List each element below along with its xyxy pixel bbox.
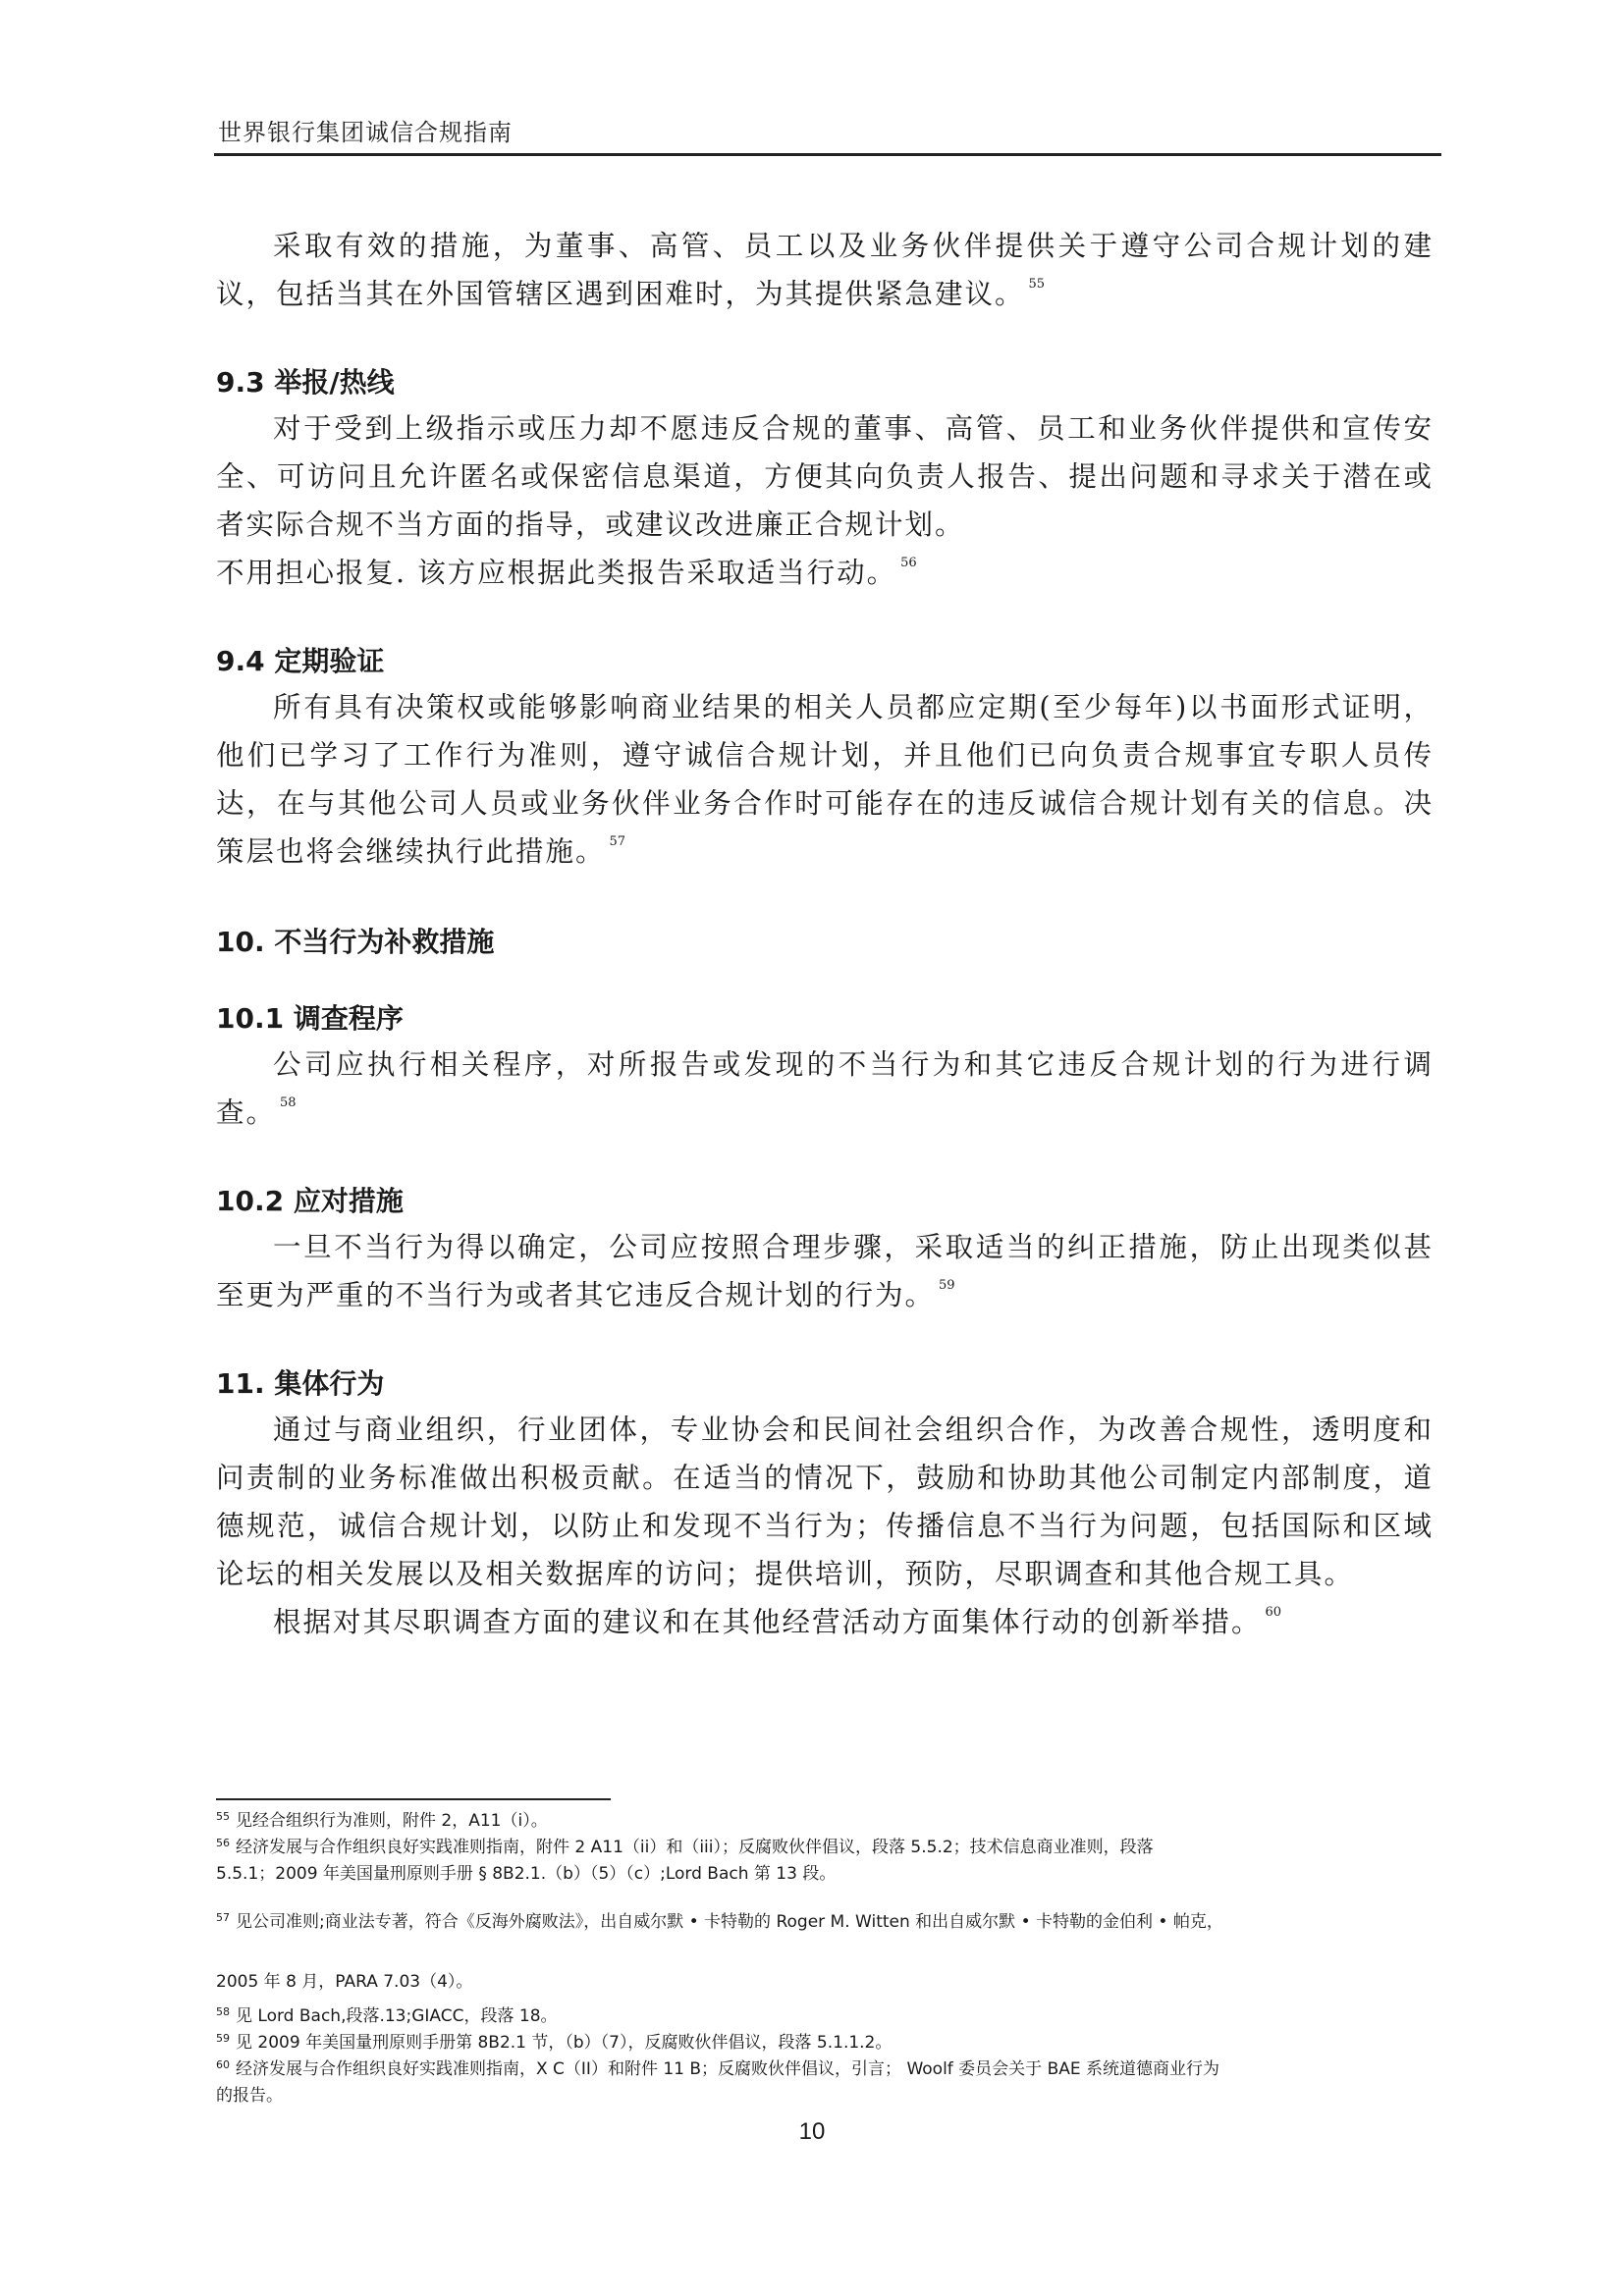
- footnote-59: $^{59}$ 见 2009 年美国量刑原则手册第 8B2.1 节，（b）（7），反腐败伙伴倡议，段落 5.1.1.2。: [216, 2032, 893, 2053]
- footnote-56: $^{56}$ 经济发展与合作组织良好实践准则指南，附件 2 A11（ii）和（iii）；反腐败伙伴倡议，段落 5.5.2；技术信息商业准则，段落: [216, 1837, 1154, 1857]
- section-9-4-paragraph: 所有具有决策权或能够影响商业结果的相关人员都应定期(至少每年)以书面形式证明，他们已学习了工作行为准则，遵守诚信合规计划，并且他们已向负责合规事宜专职人员传达，在与其他公司人员或业务伙伴业务合作时可能存在的违反诚信合规计划有关的信息。决策层也将会继续执行此措施。 $^{57}$: [216, 691, 1434, 868]
- header-title: 世界银行集团诚信合规指南: [218, 119, 513, 146]
- section-11-paragraph-2: 根据对其尽职调查方面的建议和在其他经营活动方面集体行动的创新举措。 $^{60}$: [273, 1605, 1282, 1638]
- running-header: [214, 110, 1441, 156]
- section-11-heading: 11. 集体行为: [216, 1367, 385, 1400]
- section-10-2-paragraph: 一旦不当行为得以确定，公司应按照合理步骤，采取适当的纠正措施，防止出现类似甚至更为严重的不当行为或者其它违反合规计划的行为。 $^{59}$: [216, 1231, 1434, 1311]
- footnote-ref-57[interactable]: 57: [609, 834, 626, 849]
- section-9-3-paragraph-2: 不用担心报复. 该方应根据此类报告采取适当行动。 $^{56}$: [216, 556, 917, 589]
- section-10-2-heading: 10.2 应对措施: [216, 1185, 404, 1217]
- footnote-separator: [216, 1798, 611, 1800]
- section-9-3-paragraph: 对于受到上级指示或压力却不愿违反合规的董事、高管、员工和业务伙伴提供和宣传安全、可访问且允许匿名或保密信息渠道，方便其向负责人报告、提出问题和寻求关于潜在或者实际合规不当方面的指导，或建议改进廉正合规计划。: [216, 412, 1434, 541]
- section-10-heading: 10. 不当行为补救措施: [216, 926, 495, 958]
- footnote-57-cont: 2005 年 8 月，PARA 7.03（4）。: [216, 1972, 473, 1992]
- intro-paragraph: 采取有效的措施，为董事、高管、员工以及业务伙伴提供关于遵守公司合规计划的建议，包括当其在外国管辖区遇到困难时，为其提供紧急建议。 $^{55}$: [216, 230, 1434, 310]
- section-9-4-heading: 9.4 定期验证: [216, 645, 385, 677]
- footnote-ref-60[interactable]: 60: [1265, 1605, 1282, 1620]
- footnotes: [216, 1808, 1434, 2109]
- main-content: [216, 222, 1434, 1646]
- footnote-60: $^{60}$ 经济发展与合作组织良好实践准则指南，X C（II）和附件 11 B；反腐败伙伴倡议，引言； Woolf 委员会关于 BAE 系统道德商业行为: [216, 2058, 1220, 2079]
- page-number: 10: [798, 2118, 826, 2145]
- section-11-paragraph: 通过与商业组织，行业团体，专业协会和民间社会组织合作，为改善合规性，透明度和问责制的业务标准做出积极贡献。在适当的情况下，鼓励和协助其他公司制定内部制度，道德规范，诚信合规计划，以防止和发现不当行为；传播信息不当行为问题，包括国际和区域论坛的相关发展以及相关数据库的访问；提供培训，预防，尽职调查和其他合规工具。: [216, 1414, 1434, 1590]
- footnote-ref-58[interactable]: 58: [280, 1095, 297, 1110]
- footnote-ref-56[interactable]: 56: [900, 556, 917, 570]
- section-9-3-heading: 9.3 举报/热线: [216, 366, 395, 399]
- footnote-ref-59[interactable]: 59: [939, 1278, 955, 1293]
- footnote-56-cont: 5.5.1；2009 年美国量刑原则手册 § 8B2.1.（b）（5）（c）;Lord Bach 第 13 段。: [216, 1864, 837, 1884]
- footnote-58: $^{58}$ 见 Lord Bach,段落.13;GIACC，段落 18。: [216, 2005, 558, 2026]
- footnote-55: $^{55}$ 见经合组织行为准则，附件 2，A11（i）。: [216, 1810, 548, 1831]
- footnote-57: $^{57}$ 见公司准则;商业法专著，符合《反海外腐败法》，出自威尔默 • 卡特勒的 Roger M. Witten 和出自威尔默 • 卡特勒的金伯利 • 帕克，: [216, 1911, 1223, 1932]
- footnote-60-cont: 的报告。: [216, 2086, 283, 2106]
- footnote-ref-55[interactable]: 55: [1028, 277, 1046, 292]
- section-10-1-paragraph: 公司应执行相关程序，对所报告或发现的不当行为和其它违反合规计划的行为进行调查。 $^{58}$: [216, 1048, 1434, 1129]
- section-10-1-heading: 10.1 调查程序: [216, 1002, 404, 1035]
